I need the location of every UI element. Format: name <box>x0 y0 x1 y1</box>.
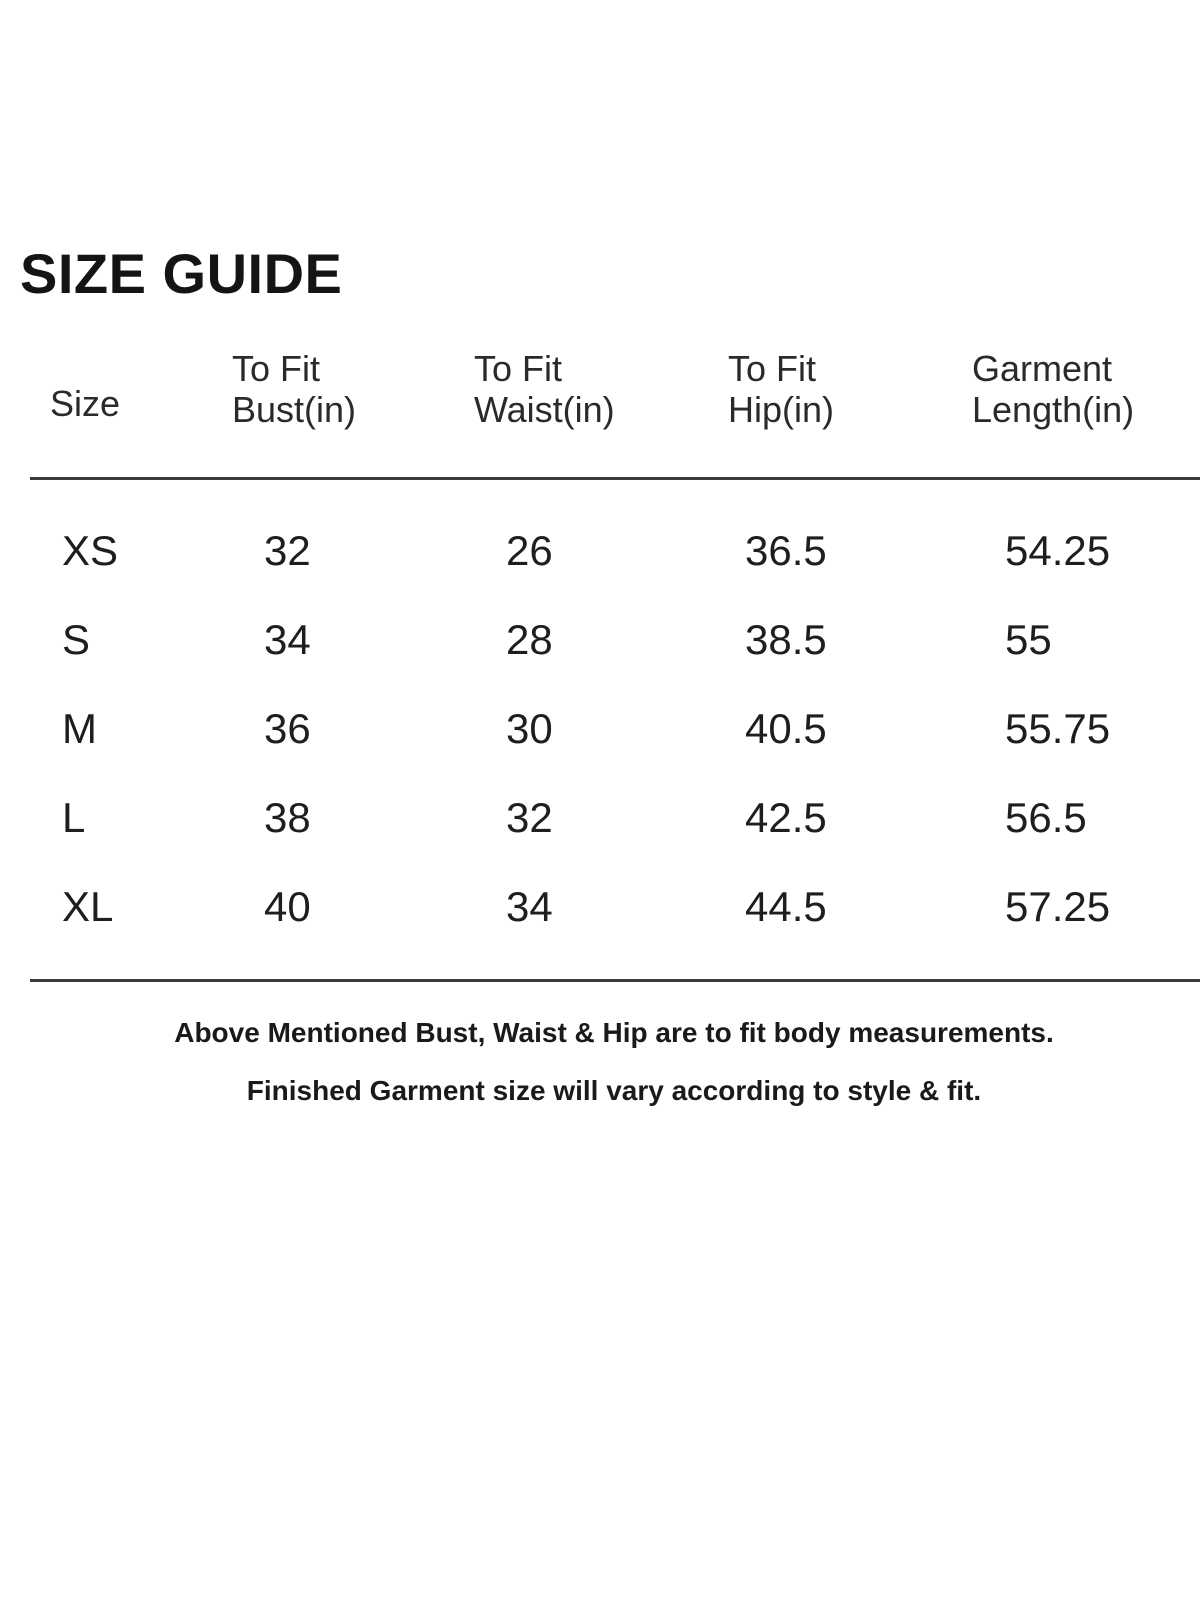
cell-hip: 36.5 <box>745 527 827 574</box>
cell-waist: 28 <box>506 616 553 663</box>
page-title: SIZE GUIDE <box>20 242 343 305</box>
table-row <box>0 521 1200 581</box>
cell-waist: 26 <box>506 527 553 574</box>
table-bottom-divider <box>30 979 1200 982</box>
cell-hip: 44.5 <box>745 883 827 930</box>
table-row <box>0 610 1200 670</box>
cell-waist: 32 <box>506 794 553 841</box>
table-row <box>0 877 1200 937</box>
header-bust: To Fit Bust(in) <box>232 348 357 430</box>
table-row <box>0 699 1200 759</box>
cell-bust: 38 <box>264 794 311 841</box>
cell-bust: 40 <box>264 883 311 930</box>
cell-bust: 32 <box>264 527 311 574</box>
cell-length: 56.5 <box>1005 794 1087 841</box>
cell-length: 55 <box>1005 616 1052 663</box>
footnote-garment: Finished Garment size will vary according to style & fit. <box>246 1075 982 1106</box>
cell-hip: 38.5 <box>745 616 827 663</box>
cell-length: 55.75 <box>1005 705 1111 752</box>
cell-length: 54.25 <box>1005 527 1111 574</box>
cell-size: XS <box>62 527 119 574</box>
cell-bust: 36 <box>264 705 311 752</box>
header-hip: To Fit Hip(in) <box>728 348 835 430</box>
cell-size: S <box>62 616 91 663</box>
cell-bust: 34 <box>264 616 311 663</box>
cell-size: L <box>62 794 86 841</box>
footnote-measurements: Above Mentioned Bust, Waist & Hip are to fit body measurements. <box>174 1017 1054 1048</box>
cell-hip: 42.5 <box>745 794 827 841</box>
header-length: Garment Length(in) <box>972 348 1135 430</box>
cell-length: 57.25 <box>1005 883 1111 930</box>
cell-waist: 34 <box>506 883 553 930</box>
cell-size: XL <box>62 883 114 930</box>
cell-size: M <box>62 705 97 752</box>
header-waist: To Fit Waist(in) <box>474 348 615 430</box>
cell-waist: 30 <box>506 705 553 752</box>
header-divider <box>30 477 1200 480</box>
header-size: Size <box>50 383 121 424</box>
cell-hip: 40.5 <box>745 705 827 752</box>
table-row <box>0 788 1200 848</box>
